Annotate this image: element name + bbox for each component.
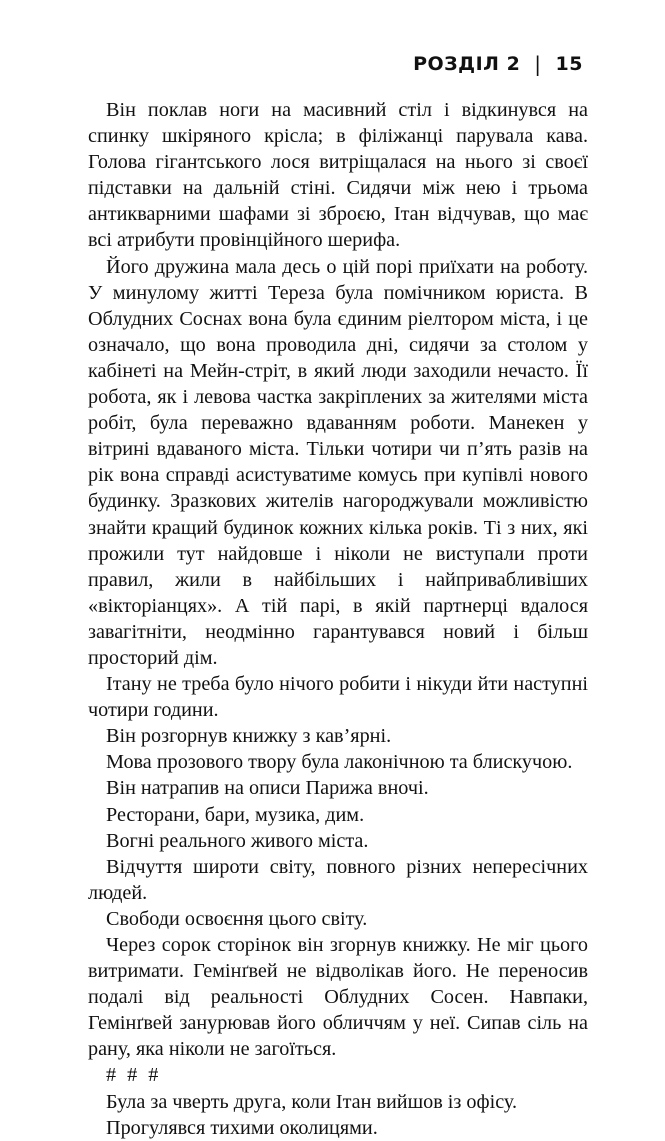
page-number: 15 (555, 53, 583, 75)
header-separator: | (534, 52, 542, 76)
paragraph: Він розгорнув книжку з кав’ярні. (106, 725, 392, 748)
paragraph: Прогулявся тихими околицями. (106, 1116, 378, 1139)
paragraph: Його дружина мала десь о цій порі приїхати на роботу. У минулому житті Тереза була помічником юриста. В Облудних Соснах вона була єдиним ріелтором міста, і це означало, що вона проводила дні, сидячи за столом у кабінеті на Мейн-стріт, в який люди заходили нечасто. Її робота, як і левова частка закріплених за жителями міста робіт, була переважно вдаванням роботи. Манекен у вітрині вдаваного міста. Тільки чотири чи п’ять разів на рік вона справді асистуватиме комусь при купівлі нового будинку. Зразкових жителів нагороджували можливістю знайти кращий будинок кожних кілька років. Ті з них, які прожили тут найдовше і ніколи не виступали проти правил, жили в найбільших і найпривабливіших «вікторіанцях». А тій парі, в якій партнерці вдалося завагітніти, неодмінно гарантувався новий і більш просторий дім. (88, 255, 588, 669)
chapter-title: РОЗДІЛ 2 (413, 53, 521, 75)
paragraph: Він поклав ноги на масивний стіл і відкинувся на спинку шкіряного крісла; в філіжанці парувала кава. Голова гігантського лося витріщалася на нього зі своєї підставки на дальній стіні. Сидячи між нею і трьома антикварними шафами зі зброєю, Ітан відчував, що має всі атрибути провінційного шерифа. (88, 99, 588, 252)
scene-break: # # # (106, 1064, 159, 1087)
paragraph: Свободи освоєння цього світу. (106, 907, 368, 930)
page-body (88, 97, 588, 1141)
paragraph: Була за чверть друга, коли Ітан вийшов із офісу. (106, 1090, 518, 1113)
paragraph: Ресторани, бари, музика, дим. (106, 803, 365, 826)
running-header (413, 52, 583, 76)
paragraph: Він натрапив на описи Парижа вночі. (106, 777, 429, 800)
paragraph: Відчуття широти світу, повного різних непересічних людей. (88, 855, 588, 904)
paragraph: Мова прозового твору була лаконічною та блискучою. (106, 751, 573, 774)
paragraph: Ітану не треба було нічого робити і нікуди йти наступні чотири години. (88, 673, 588, 722)
paragraph: Через сорок сторінок він згорнув книжку. Не міг цього витримати. Гемінґвей не відволікав його. Не переносив подалі від реальності Облудних Сосен. Навпаки, Гемінґвей занурював його обличчям у неї. Сипав сіль на рану, яка ніколи не загоїться. (88, 934, 588, 1061)
paragraph: Вогні реального живого міста. (106, 829, 369, 852)
